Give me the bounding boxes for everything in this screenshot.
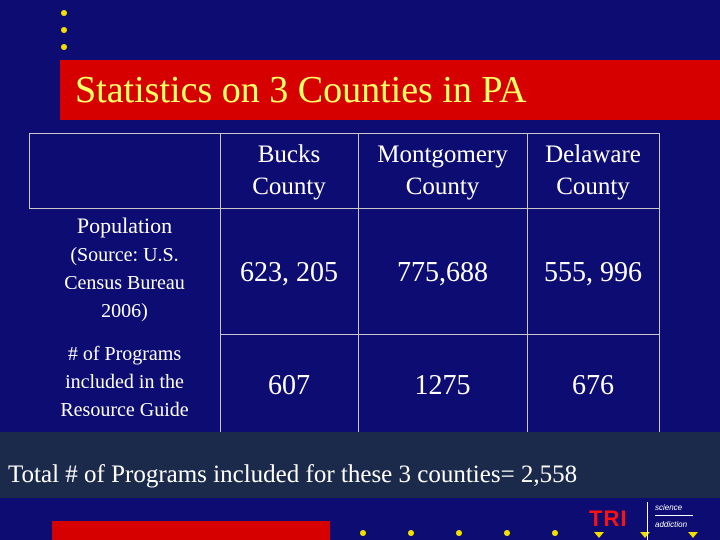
tri-logo-rule bbox=[647, 502, 648, 540]
bottom-dot-5 bbox=[552, 530, 558, 536]
chevron-down-icon bbox=[688, 532, 698, 538]
bottom-dot-3 bbox=[456, 530, 462, 536]
table-border-right bbox=[659, 133, 660, 437]
population-delaware: 555, 996 bbox=[544, 257, 642, 288]
column-header-montgomery: Montgomery County bbox=[377, 141, 508, 200]
tri-logo-addiction: addiction bbox=[655, 520, 688, 529]
tri-logo-science: science bbox=[655, 503, 683, 512]
bottom-dot-2 bbox=[408, 530, 414, 536]
total-programs-text: Total # of Programs included for these 3 counties= 2,558 bbox=[8, 461, 578, 488]
bottom-dot-1 bbox=[360, 530, 366, 536]
table-border-left bbox=[29, 133, 30, 209]
table-rule-row bbox=[220, 334, 660, 335]
column-header-delaware: Delaware County bbox=[545, 141, 641, 200]
bullet-dot-2 bbox=[61, 27, 67, 33]
slide-title: Statistics on 3 Counties in PA bbox=[75, 69, 527, 111]
chevron-down-icon bbox=[594, 532, 604, 538]
population-montgomery: 775,688 bbox=[397, 257, 488, 288]
bullet-dot-3 bbox=[61, 44, 67, 50]
table-rule-header bbox=[29, 208, 660, 209]
tri-logo-divider bbox=[655, 515, 693, 516]
programs-delaware: 676 bbox=[572, 370, 614, 401]
bottom-accent-bar bbox=[52, 521, 330, 540]
chevron-down-icon bbox=[640, 532, 650, 538]
bullet-dot-1 bbox=[61, 10, 67, 16]
programs-montgomery: 1275 bbox=[414, 370, 471, 401]
population-bucks: 623, 205 bbox=[240, 257, 338, 288]
tri-logo-text: TRI bbox=[589, 506, 628, 531]
table-border-top bbox=[29, 133, 660, 134]
row-label-programs: # of Programs included in the Resource Guide bbox=[60, 343, 189, 421]
bottom-dot-4 bbox=[504, 530, 510, 536]
row-label-population: Population (Source: U.S. Census Bureau 2006) bbox=[64, 213, 185, 322]
programs-bucks: 607 bbox=[268, 370, 310, 401]
column-header-bucks: Bucks County bbox=[252, 141, 326, 200]
